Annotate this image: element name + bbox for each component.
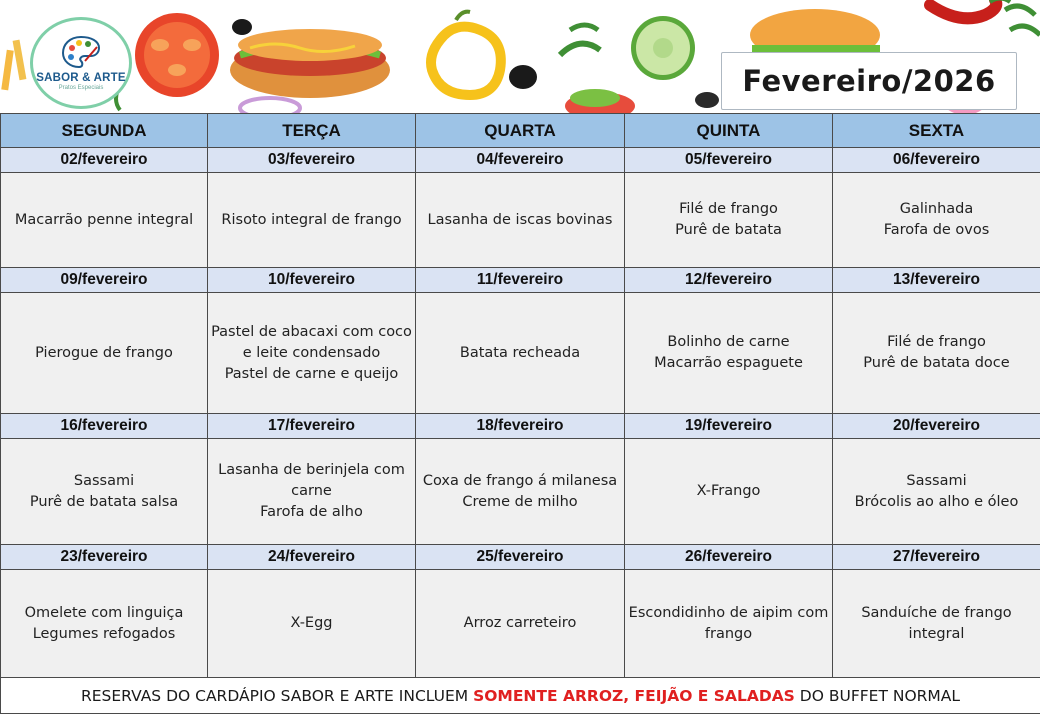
menu-item: Batata recheada [459,344,581,361]
menu-item: Pastel de abacaxi com coco e leite condensado [211,323,412,361]
menu-cell [833,570,1040,678]
date-cell: 06/fevereiro [833,148,1040,173]
date-cell: 19/fevereiro [625,414,833,439]
month-title: Fevereiro/2026 [742,64,996,98]
pepper-ring-illustration [431,12,501,95]
menu-item: X-Egg [290,615,333,631]
menu-item: Bolinho de carne [667,334,790,350]
calendar-body [1,148,1040,678]
menu-item: Macarrão espaguete [654,355,803,371]
menu-item: Farofa de alho [260,504,363,520]
weekday-header: SEXTA [833,114,1040,148]
menu-item: Legumes refogados [32,625,176,642]
menu-item: Sassami [906,472,967,489]
menu-item: Filé de frango [887,334,986,350]
menu-item: Escondidinho de aipim com frango [628,604,829,642]
menu-cell [1,439,208,545]
logo-name: SABOR & ARTE [36,72,126,84]
menu-row [1,439,1040,545]
weekday-header: SEGUNDA [1,114,208,148]
date-cell: 04/fevereiro [416,148,625,173]
menu-cell [1,570,208,678]
brand-logo [30,17,132,109]
menu-cell [1,293,208,414]
menu-cell [416,293,625,414]
menu-cell [833,293,1040,414]
menu-item: Macarrão penne integral [14,211,194,228]
date-cell: 17/fevereiro [208,414,416,439]
chili-illustration [930,0,1010,18]
menu-cell [833,173,1040,268]
date-cell: 13/fevereiro [833,268,1040,293]
date-cell: 09/fevereiro [1,268,208,293]
menu-cell [833,439,1040,545]
menu-row [1,173,1040,268]
date-cell: 12/fevereiro [625,268,833,293]
footer-highlight: SOMENTE ARROZ, FEIJÃO E SALADAS [473,686,795,705]
date-cell: 05/fevereiro [625,148,833,173]
date-cell: 16/fevereiro [1,414,208,439]
menu-item: Omelete com linguiça [24,604,184,621]
date-cell: 23/fevereiro [1,545,208,570]
menu-item: Purê de batata [675,222,782,238]
weekday-header: TERÇA [208,114,416,148]
menu-item: Sanduíche de frango integral [861,604,1012,642]
food-banner [0,0,1040,113]
weekday-header-row [1,114,1040,148]
menu-item: Sassami [73,472,135,489]
menu-item: Galinhada [899,201,974,217]
footer-suffix: DO BUFFET NORMAL [794,686,961,705]
menu-item: Purê de batata salsa [29,493,179,510]
cucumber-illustration [631,16,695,80]
date-row [1,414,1040,439]
menu-cell [625,570,833,678]
tomato-slice-illustration [135,13,219,97]
menu-cell [208,439,416,545]
palette-icon [61,35,101,69]
menu-row [1,570,1040,678]
menu-item: Lasanha de iscas bovinas [427,211,613,228]
menu-item: Coxa de frango á milanesa [422,472,618,489]
date-cell: 10/fevereiro [208,268,416,293]
date-cell: 02/fevereiro [1,148,208,173]
date-cell: 18/fevereiro [416,414,625,439]
menu-item: Pastel de carne e queijo [224,365,399,382]
date-cell: 11/fevereiro [416,268,625,293]
menu-cell [208,293,416,414]
menu-item: X-Frango [696,483,761,499]
menu-item: Creme de milho [462,493,578,510]
menu-item: Brócolis ao alho e óleo [854,493,1019,510]
menu-cell [416,439,625,545]
date-cell: 27/fevereiro [833,545,1040,570]
hotdog-illustration [230,29,390,98]
menu-cell [208,173,416,268]
menu-item: Arroz carreteiro [463,615,577,631]
menu-cell [416,173,625,268]
menu-item: Purê de batata doce [863,355,1010,371]
date-cell: 25/fevereiro [416,545,625,570]
herb-right-illustration [1005,6,1040,35]
menu-cell [625,173,833,268]
weekday-header: QUINTA [625,114,833,148]
footer-note [1,678,1040,714]
date-row [1,545,1040,570]
date-cell: 20/fevereiro [833,414,1040,439]
date-cell: 26/fevereiro [625,545,833,570]
weekday-header: QUARTA [416,114,625,148]
menu-cell [208,570,416,678]
menu-item: Lasanha de berinjela com carne [218,462,405,499]
menu-cell [625,293,833,414]
salad-illustration [565,89,635,113]
menu-calendar [0,113,1040,714]
footer-row [1,678,1040,714]
menu-row [1,293,1040,414]
date-cell: 03/fevereiro [208,148,416,173]
date-row [1,148,1040,173]
onion-illustration [240,98,300,113]
fries-illustration [1,40,26,91]
menu-item: Filé de frango [679,201,778,217]
menu-item: Risoto integral de frango [221,211,402,228]
menu-item: Farofa de ovos [883,222,990,238]
footer-prefix: RESERVAS DO CARDÁPIO SABOR E ARTE INCLUEM [80,686,474,705]
menu-item: Pierogue de frango [35,344,173,361]
logo-tagline: Pratos Especiais [58,85,104,91]
date-cell: 24/fevereiro [208,545,416,570]
menu-cell [1,173,208,268]
menu-cell [416,570,625,678]
menu-cell [625,439,833,545]
month-title-box [721,52,1017,110]
date-row [1,268,1040,293]
